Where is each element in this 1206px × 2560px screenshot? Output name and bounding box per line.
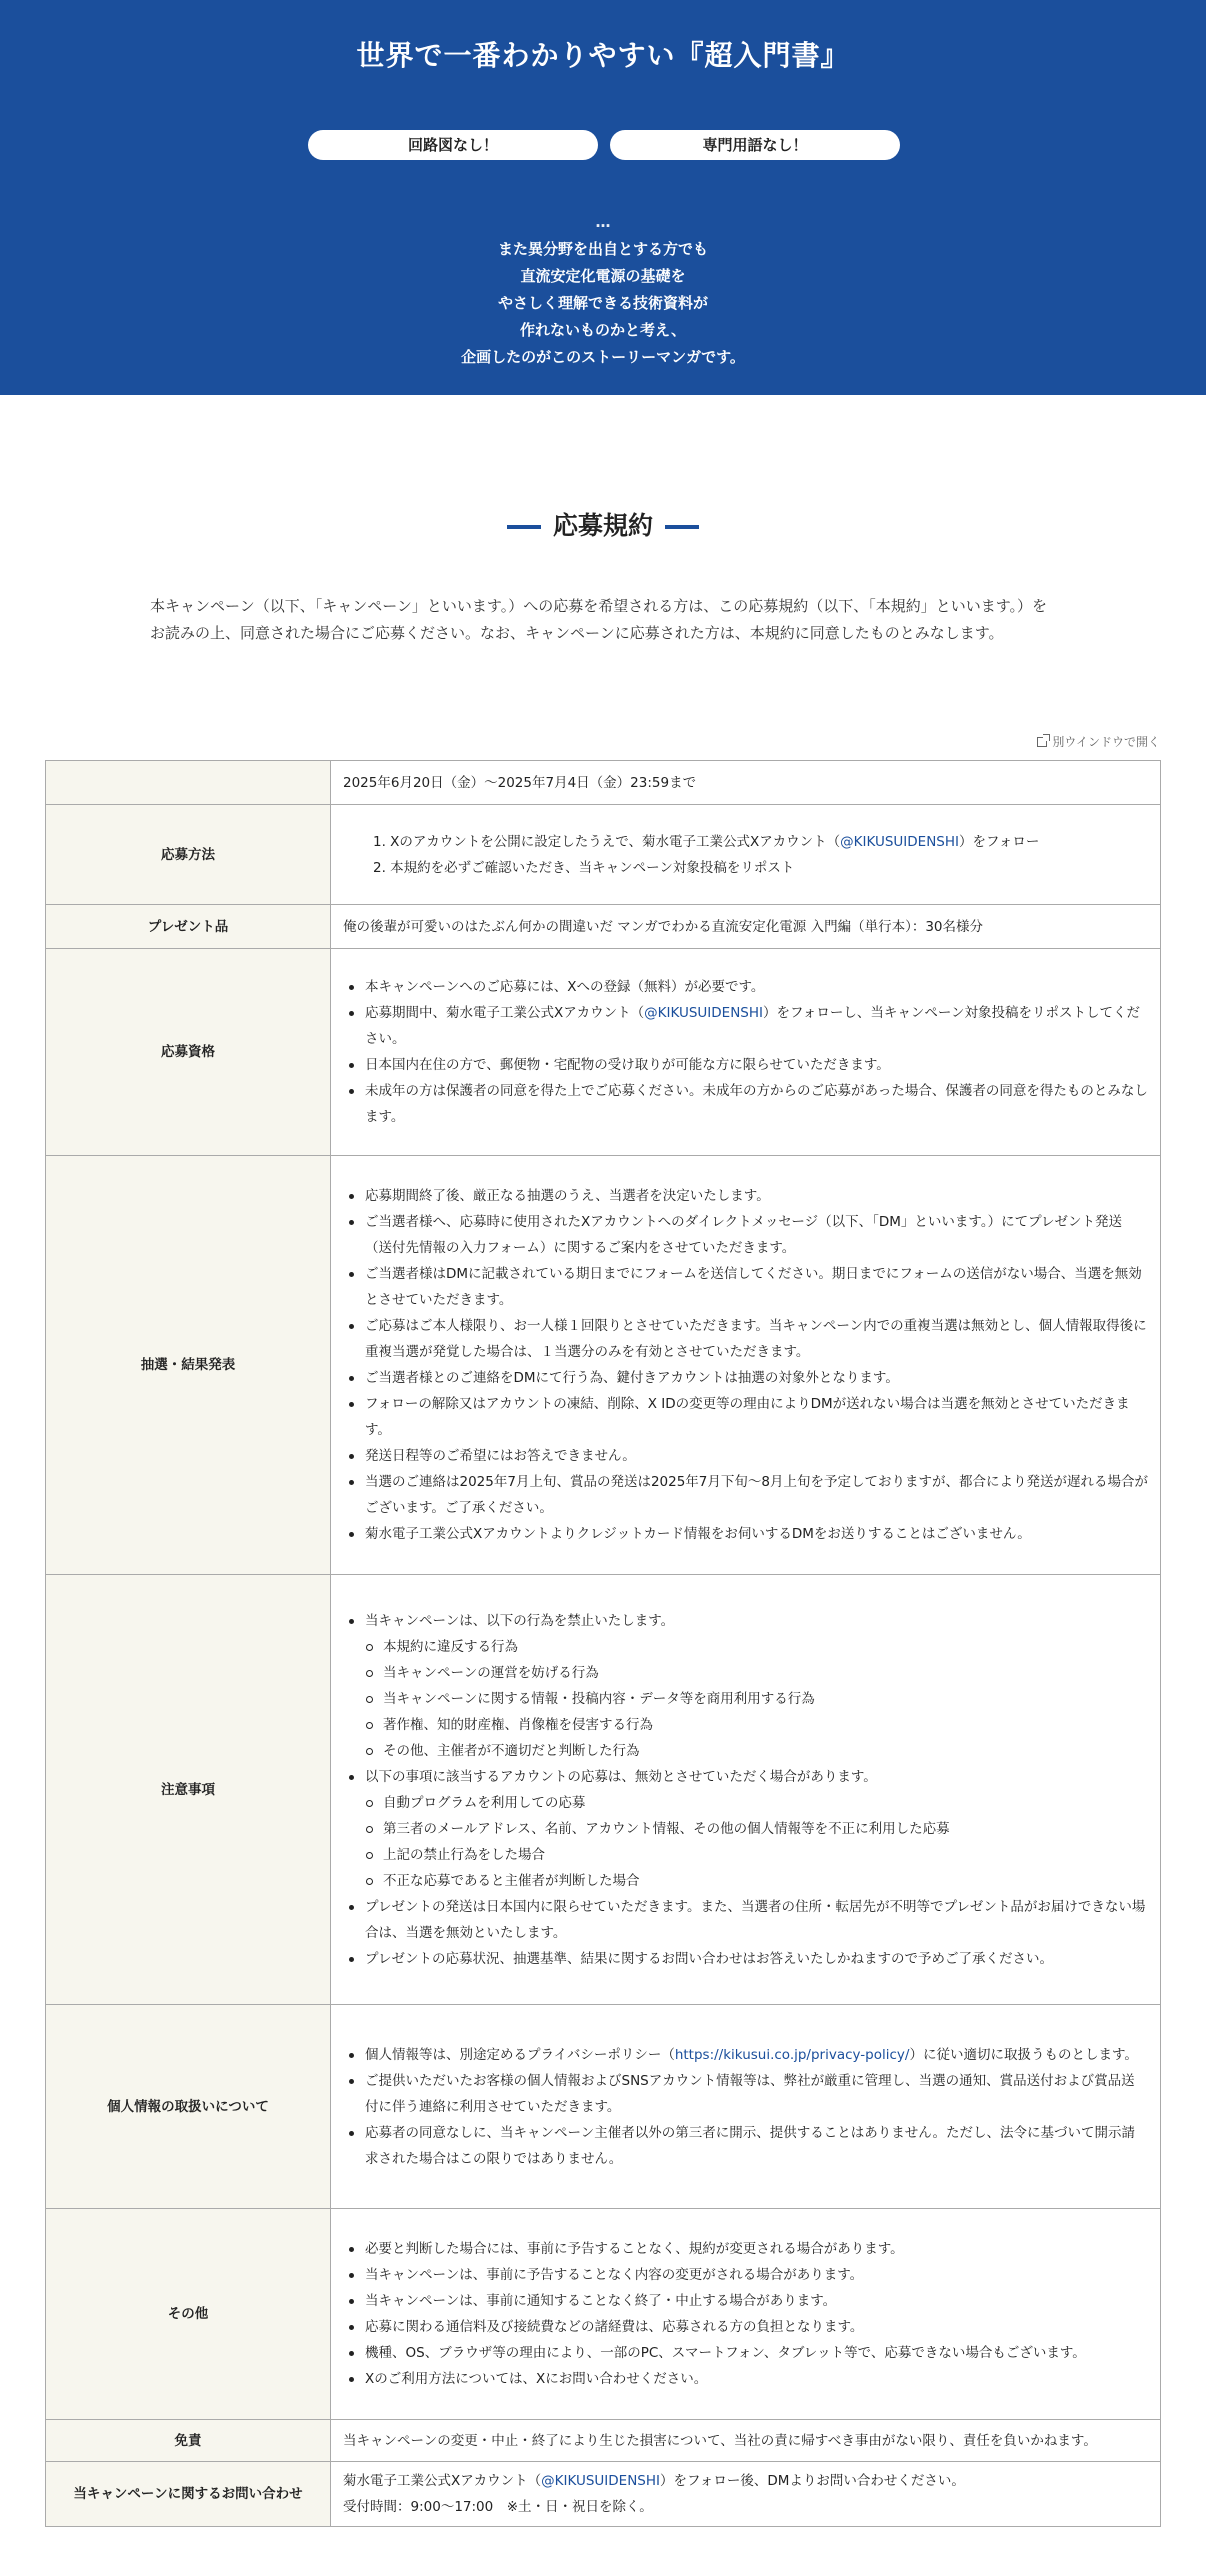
list-item: 日本国内在住の方で、郵便物・宅配物の受け取りが可能な方に限らせていただきます。 bbox=[343, 1052, 1148, 1078]
row-label: プレゼント品 bbox=[46, 905, 331, 949]
x-account-link[interactable]: @KIKUSUIDENSHI bbox=[644, 1005, 763, 1021]
list-item: ご応募はご本人様限り、お一人様１回限りとさせていただきます。当キャンペーン内での重複当選は無効とし、個人情報取得後に重複当選が発覚した場合は、１当選分のみを有効とさせていただきます。 bbox=[343, 1313, 1148, 1365]
method-list bbox=[343, 829, 1148, 881]
external-link-icon bbox=[1037, 737, 1047, 747]
privacy-cell bbox=[331, 2005, 1161, 2209]
list-item: 当選のご連絡は2025年7月上旬、賞品の発送は2025年7月下旬〜8月上旬を予定しておりますが、都合により発送が遅れる場合がございます。ご了承ください。 bbox=[343, 1469, 1148, 1521]
list-item: ご当選者様へ、応募時に使用されたXアカウントへのダイレクトメッセージ（以下、「DM」といいます。）にてプレゼント発送（送付先情報の入力フォーム）に関するご案内をさせていただきます。 bbox=[343, 1209, 1148, 1261]
pill-no-circuit[interactable]: 回路図なし！ bbox=[308, 130, 598, 160]
x-account-link[interactable]: @KIKUSUIDENSHI bbox=[541, 2473, 660, 2489]
row-label: 当キャンペーンに関するお問い合わせ bbox=[46, 2462, 331, 2527]
contact-hours: 受付時間：9:00〜17:00 ※土・日・祝日を除く。 bbox=[343, 2499, 653, 2515]
hero-title: 世界で一番わかりやすい『超入門書』 bbox=[356, 39, 850, 72]
list-item: 応募期間中、菊水電子工業公式Xアカウント（@KIKUSUIDENSHI）をフォローし、当キャンペーン対象投稿をリポストしてください。 bbox=[343, 1000, 1148, 1052]
notes-cell bbox=[331, 1575, 1161, 2005]
row-label: 個人情報の取扱いについて bbox=[46, 2005, 331, 2209]
list-item: 個人情報等は、別途定めるプライバシーポリシー（https://kikusui.co.jp/privacy-policy/）に従い適切に取扱うものとします。 bbox=[343, 2042, 1148, 2068]
list-item: 当キャンペーンは、事前に予告することなく内容の変更がされる場合があります。 bbox=[343, 2262, 1148, 2288]
row-privacy bbox=[46, 2005, 1161, 2209]
row-method bbox=[46, 805, 1161, 905]
hero-line: やさしく理解できる技術資料が bbox=[497, 294, 708, 312]
list-item: ご提供いただいたお客様の個人情報およびSNSアカウント情報等は、弊社が厳重に管理し、当選の通知、賞品送付および賞品送付に伴う連絡に利用させていただきます。 bbox=[343, 2068, 1148, 2120]
list-item: 以下の事項に該当するアカウントの応募は、無効とさせていただく場合があります。 bbox=[343, 1764, 1148, 1790]
row-label: 抽選・結果発表 bbox=[46, 1156, 331, 1575]
eligibility-list bbox=[343, 974, 1148, 1130]
list-item: 当キャンペーンは、以下の行為を禁止いたします。 bbox=[343, 1608, 1148, 1634]
eligibility-cell bbox=[331, 949, 1161, 1156]
notes-list bbox=[343, 1608, 1148, 1972]
pill-no-jargon[interactable]: 専門用語なし！ bbox=[610, 130, 900, 160]
title-bar-right bbox=[665, 525, 699, 529]
lottery-list bbox=[343, 1183, 1148, 1547]
row-contact bbox=[46, 2462, 1161, 2527]
row-notes bbox=[46, 1575, 1161, 2005]
sub-list-item: 本規約に違反する行為 bbox=[343, 1634, 1148, 1660]
contact-line: 菊水電子工業公式Xアカウント（@KIKUSUIDENSHI）をフォロー後、DMよりお問い合わせください。 bbox=[343, 2473, 965, 2489]
section-title bbox=[0, 506, 1206, 542]
list-item: 応募期間終了後、厳正なる抽選のうえ、当選者を決定いたします。 bbox=[343, 1183, 1148, 1209]
row-label: 応募資格 bbox=[46, 949, 331, 1156]
list-item: 機種、OS、ブラウザ等の理由により、一部のPC、スマートフォン、タブレット等で、応募できない場合もございます。 bbox=[343, 2340, 1148, 2366]
other-cell bbox=[331, 2209, 1161, 2420]
row-eligibility bbox=[46, 949, 1161, 1156]
x-account-link[interactable]: @KIKUSUIDENSHI bbox=[840, 833, 960, 850]
list-item: 当キャンペーンは、事前に通知することなく終了・中止する場合があります。 bbox=[343, 2288, 1148, 2314]
list-item: 必要と判断した場合には、事前に予告することなく、規約が変更される場合があります。 bbox=[343, 2236, 1148, 2262]
sub-list-item: 当キャンペーンの運営を妨げる行為 bbox=[343, 1660, 1148, 1686]
hero-banner bbox=[0, 0, 1206, 395]
row-label: 応募方法 bbox=[46, 805, 331, 905]
open-new-window-link[interactable] bbox=[1037, 733, 1160, 750]
lottery-cell bbox=[331, 1156, 1161, 1575]
list-item: 発送日程等のご希望にはお答えできません。 bbox=[343, 1443, 1148, 1469]
row-label: その他 bbox=[46, 2209, 331, 2420]
contact-cell bbox=[331, 2462, 1161, 2527]
sub-list-item: 著作権、知的財産権、肖像権を侵害する行為 bbox=[343, 1712, 1148, 1738]
list-item: ご当選者様はDMに記載されている期日までにフォームを送信してください。期日までにフォームの送信がない場合、当選を無効とさせていただきます。 bbox=[343, 1261, 1148, 1313]
hero-line-cut: … bbox=[595, 213, 611, 231]
list-item: ご当選者様とのご連絡をDMにて行う為、鍵付きアカウントは抽選の対象外となります。 bbox=[343, 1365, 1148, 1391]
open-new-window-label: 別ウインドウで開く bbox=[1052, 735, 1160, 749]
row-other bbox=[46, 2209, 1161, 2420]
privacy-policy-link[interactable]: https://kikusui.co.jp/privacy-policy/ bbox=[674, 2046, 910, 2063]
list-item: 菊水電子工業公式Xアカウントよりクレジットカード情報をお伺いするDMをお送りすることはございません。 bbox=[343, 1521, 1148, 1547]
row-prize bbox=[46, 905, 1161, 949]
section-title-text: 応募規約 bbox=[552, 511, 653, 540]
sub-list-item: その他、主催者が不適切だと判断した行為 bbox=[343, 1738, 1148, 1764]
list-item: 本キャンペーンへのご応募には、Xへの登録（無料）が必要です。 bbox=[343, 974, 1148, 1000]
hero-line: 作れないものかと考え、 bbox=[520, 321, 686, 339]
sub-list-item: 上記の禁止行為をした場合 bbox=[343, 1842, 1148, 1868]
row-label-empty bbox=[46, 761, 331, 805]
list-item: プレゼントの応募状況、抽選基準、結果に関するお問い合わせはお答えいたしかねますので予めご了承ください。 bbox=[343, 1946, 1148, 1972]
row-disclaimer bbox=[46, 2420, 1161, 2462]
other-list bbox=[343, 2236, 1148, 2392]
sub-list-item: 第三者のメールアドレス、名前、アカウント情報、その他の個人情報等を不正に利用した応募 bbox=[343, 1816, 1148, 1842]
sub-list-item: 当キャンペーンに関する情報・投稿内容・データ等を商用利用する行為 bbox=[343, 1686, 1148, 1712]
row-label: 注意事項 bbox=[46, 1575, 331, 2005]
title-bar-left bbox=[507, 525, 541, 529]
row-label: 免責 bbox=[46, 2420, 331, 2462]
list-item: 1. Xのアカウントを公開に設定したうえで、菊水電子工業公式Xアカウント（@KIKUSUIDENSHI）をフォロー bbox=[373, 833, 1040, 850]
list-item: 応募者の同意なしに、当キャンペーン主催者以外の第三者に開示、提供することはありません。ただし、法令に基づいて開示請求された場合はこの限りではありません。 bbox=[343, 2120, 1148, 2172]
list-item: 応募に関わる通信料及び接続費などの諸経費は、応募される方の負担となります。 bbox=[343, 2314, 1148, 2340]
hero-text bbox=[0, 213, 1206, 371]
intro-paragraph: 本キャンペーン（以下、「キャンペーン」といいます。）への応募を希望される方は、この応募規約（以下、「本規約」といいます。）をお読みの上、同意された場合にご応募ください。なお、キャンペーンに応募された方は、本規約に同意したものとみなします。 bbox=[150, 597, 1048, 642]
hero-line: また異分野を出自とする方でも bbox=[497, 240, 708, 258]
list-item: 未成年の方は保護者の同意を得た上でご応募ください。未成年の方からのご応募があった場合、保護者の同意を得たものとみなします。 bbox=[343, 1078, 1148, 1130]
method-cell bbox=[331, 805, 1161, 905]
hero-line: 直流安定化電源の基礎を bbox=[520, 267, 686, 285]
disclaimer-value: 当キャンペーンの変更・中止・終了により生じた損害について、当社の責に帰すべき事由がない限り、責任を負いかねます。 bbox=[331, 2420, 1161, 2462]
row-lottery bbox=[46, 1156, 1161, 1575]
privacy-list bbox=[343, 2042, 1148, 2172]
list-item: Xのご利用方法については、Xにお問い合わせください。 bbox=[343, 2366, 1148, 2392]
row-period bbox=[46, 761, 1161, 805]
list-item: フォローの解除又はアカウントの凍結、削除、X IDの変更等の理由によりDMが送れない場合は当選を無効とさせていただきます。 bbox=[343, 1391, 1148, 1443]
hero-line: 企画したのがこのストーリーマンガです。 bbox=[461, 348, 745, 366]
sub-list-item: 自動プログラムを利用しての応募 bbox=[343, 1790, 1148, 1816]
sub-list-item: 不正な応募であると主催者が判断した場合 bbox=[343, 1868, 1148, 1894]
list-item: 2. 本規約を必ずご確認いただき、当キャンペーン対象投稿をリポスト bbox=[373, 859, 795, 876]
period-value: 2025年6月20日（金）〜2025年7月4日（金）23:59まで bbox=[331, 761, 1161, 805]
list-item: プレゼントの発送は日本国内に限らせていただきます。また、当選者の住所・転居先が不明等でプレゼント品がお届けできない場合は、当選を無効といたします。 bbox=[343, 1894, 1148, 1946]
terms-table bbox=[45, 760, 1161, 2527]
prize-value: 俺の後輩が可愛いのはたぶん何かの間違いだ マンガでわかる直流安定化電源 入門編（単行本）：30名様分 bbox=[331, 905, 1161, 949]
